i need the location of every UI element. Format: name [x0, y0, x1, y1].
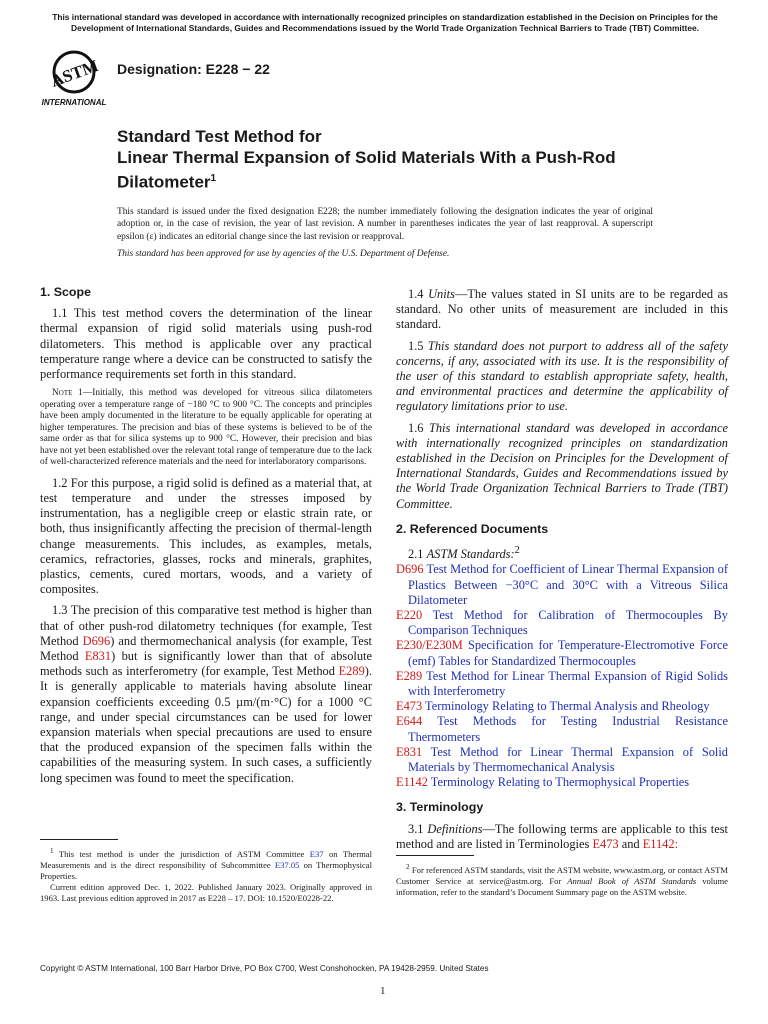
- title-line-2: Linear Thermal Expansion of Solid Materials With a Push-Rod Dilatometer$^1$: [117, 148, 616, 192]
- reference-item: [396, 638, 728, 668]
- link-e831[interactable]: E831: [84, 648, 112, 663]
- reference-code-link[interactable]: E473: [396, 699, 423, 714]
- reference-title-link[interactable]: Specification for Temperature-Electromotive Force (emf) Tables for Standardized Thermocouples: [408, 638, 728, 668]
- reference-title-link[interactable]: Test Method for Coefficient of Linear Thermal Expansion of Plastics Between −30°C and 30°C with a Vitreous Silica Dilatometer: [408, 562, 728, 607]
- reference-title-link[interactable]: Terminology Relating to Thermal Analysis and Rheology: [422, 699, 710, 714]
- footnote-1: $^1$ This test method is under the jurisdiction of ASTM Committee E37 on Thermal Measurements and is the direct responsibility of Subcommittee E37.05 on Thermophysical Properties. Current edition approved Dec. 1, 2022. Published January 2023. Originally approved in 1963. Last previous edition approved in 2017 as E228 – 17. DOI: 10.1520/E0228-22.: [40, 847, 372, 903]
- footnote-2: $^2$ For referenced ASTM standards, visit the ASTM website, www.astm.org, or contact ASTM Customer Service at service@astm.org. For Annual Book of ASTM Standards volume information, refer to the standard’s Document Summary page on the ASTM website.: [396, 863, 728, 897]
- preamble-text: This standard is issued under the fixed designation E228; the number immediately following the designation indicates the year of original adoption or, in the case of revision, the year of last revision. A number in parentheses indicates the year of last reapproval. A superscript epsilon (ε) indicates an editorial change since the last revision or reapproval.: [117, 207, 653, 242]
- link-e37[interactable]: E37: [309, 848, 324, 859]
- reference-item: [396, 562, 728, 608]
- link-e473[interactable]: E473: [592, 836, 619, 851]
- reference-item: [396, 775, 728, 790]
- reference-code-link[interactable]: E831: [396, 744, 423, 759]
- reference-code-link[interactable]: E220: [396, 607, 423, 622]
- reference-title-link[interactable]: Test Method for Linear Thermal Expansion of Rigid Solids with Interferometry: [408, 668, 728, 698]
- reference-code-link[interactable]: E1142: [396, 775, 428, 790]
- section-heading-terminology: 3. Terminology: [396, 800, 484, 815]
- title-line-1: Standard Test Method for: [117, 127, 322, 146]
- note-1: Note 1—Initially, this method was developed for vitreous silica dilatometers operating over a temperature range of −180 °C to 900 °C. The concepts and principles have been amply documented in the literature to be equally applicable for operating at higher temperatures. The precision and bias of these systems is believed to be of the same order as that for silica systems up to 900 °C. However, their precision and bias have not yet been established over the relevant total range of temperature due to the lack of well-characterized reference materials and the need for interlaboratory comparisons.: [40, 388, 372, 468]
- page-number: 1: [380, 985, 386, 997]
- para-1-2: 1.2 For this purpose, a rigid solid is defined as a material that, at test temperature and under the stresses imposed by instrumentation, has a negligible creep or elastic strain rate, or both, thus insignificantly affecting the precision of thermal-length change measurements. This includes, as examples, metals, ceramics, refractories, glasses, rocks and minerals, graphites, plastics, cements, cured mortars, woods, and a variety of composites.: [40, 475, 372, 597]
- para-2-1: 2.1 ASTM Standards:$^2$: [408, 545, 520, 562]
- para-1-3: 1.3 The precision of this comparative test method is higher than that of other push-rod dilatometry techniques (for example, Test Method D696) and thermomechanical analysis (for example, Test Method E831) but is significantly lower than that of absolute methods such as interferometry (for example, Test Method E289). It is generally applicable to materials having absolute linear expansion coefficients exceeding 0.5 µm/(m·°C) for a 1000 °C range, and under special circumstances can be used for lower expansion materials when special precautions are used to ensure that the produced expansion of the specimen falls within the capabilities of the measuring system. In such cases, a sufficiently long specimen was found to meet the specification.: [40, 603, 372, 785]
- document-title: [117, 126, 657, 193]
- para-1-1: 1.1 This test method covers the determination of the linear thermal expansion of rigid solid materials using push-rod dilatometers. This method is applicable over any practical temperature range where a device can be constructed to satisfy the performance requirements set forth in this standard.: [40, 306, 372, 382]
- para-1-5: 1.5 This standard does not purport to address all of the safety concerns, if any, associated with its use. It is the responsibility of the user of this standard to establish appropriate safety, health, and environmental practices and determine the applicability of regulatory limitations prior to use.: [396, 338, 728, 414]
- reference-item: [396, 745, 728, 775]
- reference-item: [396, 608, 728, 638]
- para-3-1: 3.1 Definitions—The following terms are applicable to this test method and are listed in Terminologies E473 and E1142:: [396, 821, 728, 851]
- left-column: [40, 285, 372, 903]
- link-e1142[interactable]: E1142: [642, 836, 675, 851]
- reference-code-link[interactable]: E289: [396, 668, 423, 683]
- designation: Designation: E228 − 22: [117, 61, 270, 77]
- dod-approval: This standard has been approved for use by agencies of the U.S. Department of Defense.: [117, 249, 450, 260]
- reference-title-link[interactable]: Test Methods for Testing Industrial Resistance Thermometers: [408, 714, 728, 744]
- preamble: [117, 206, 653, 266]
- footnote-rule-2: [396, 855, 474, 856]
- reference-item: [396, 714, 728, 744]
- footnote-area-right: [396, 855, 728, 898]
- reference-title-link[interactable]: Test Method for Calibration of Thermocouples By Comparison Techniques: [408, 607, 728, 638]
- section-heading-scope: 1. Scope: [40, 285, 91, 299]
- right-column: [396, 287, 728, 897]
- footnote-rule: [40, 839, 118, 840]
- copyright-line: Copyright © ASTM International, 100 Barr Harbor Drive, PO Box C700, West Conshohocken, PA 19428-2959. United States: [40, 964, 489, 973]
- reference-list: [396, 562, 728, 790]
- para-1-4: 1.4 Units—The values stated in SI units are to be regarded as standard. No other units of measurement are included in this standard.: [396, 287, 728, 332]
- reference-code-link[interactable]: E230/E230M: [396, 638, 463, 653]
- section-heading-refdocs: 2. Referenced Documents: [396, 521, 549, 536]
- reference-title-link[interactable]: Test Method for Linear Thermal Expansion of Solid Materials by Thermomechanical Analysis: [408, 744, 728, 775]
- reference-code-link[interactable]: E644: [396, 714, 423, 729]
- svg-text:ASTM: ASTM: [48, 56, 101, 91]
- astm-logo: [40, 50, 112, 108]
- link-d696[interactable]: D696: [82, 633, 111, 648]
- wto-notice: This international standard was developed in accordance with internationally recognized principles on standardization established in the Decision on Principles for the Development of International Standards, Guides and Recommendations issued by the World Trade Organization Technical Barriers to Trade (TBT) Committee.: [52, 12, 718, 33]
- para-1-6: 1.6 This international standard was developed in accordance with internationally recognized principles on standardization established in the Decision on Principles for the Development of International Standards, Guides and Recommendations issued by the World Trade Organization Technical Barriers to Trade (TBT) Committee.: [396, 420, 728, 511]
- link-e289[interactable]: E289: [338, 664, 365, 679]
- logo-label: INTERNATIONAL: [41, 98, 107, 107]
- reference-title-link[interactable]: Terminology Relating to Thermophysical Properties: [427, 775, 690, 790]
- reference-item: [396, 699, 728, 714]
- astm-logo-icon: [40, 50, 112, 108]
- reference-code-link[interactable]: D696: [396, 562, 424, 577]
- reference-item: [396, 669, 728, 699]
- link-e37-05[interactable]: E37.05: [274, 859, 300, 870]
- footnote-area-left: [40, 839, 372, 904]
